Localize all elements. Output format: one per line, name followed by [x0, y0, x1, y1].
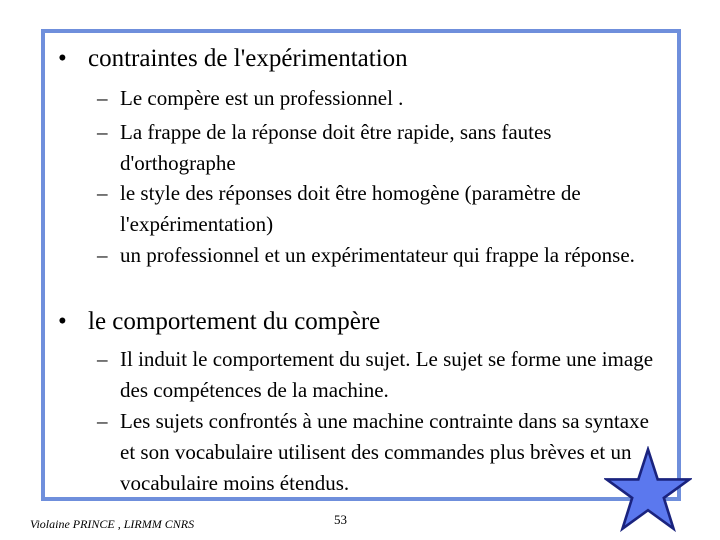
bullet-1-item-3-text: le style des réponses doit être homogène (paramètre de l'expérimentation) — [120, 181, 581, 236]
footer-author: Violaine PRINCE , LIRMM CNRS — [30, 517, 195, 531]
dash-glyph: – — [97, 409, 108, 433]
star-shape — [607, 450, 690, 529]
bullet-2-item-2-text: Les sujets confrontés à une machine contrainte dans sa syntaxe et son vocabulaire utilisent des commandes plus brèves et un vocabulaire moins étendus. — [120, 409, 649, 495]
page-number: 53 — [334, 512, 347, 527]
bullet-1-item-1-text: Le compère est un professionnel . — [120, 86, 404, 110]
dash-glyph: – — [97, 347, 108, 371]
bullet-1-item-2-text: La frappe de la réponse doit être rapide, sans fautes d'orthographe — [120, 120, 552, 175]
bullet-1-text: contraintes de l'expérimentation — [88, 45, 408, 72]
dash-glyph: – — [97, 243, 108, 267]
bullet-1-item-4-text: un professionnel et un expérimentateur qui frappe la réponse. — [120, 243, 635, 267]
bullet-1-glyph: • — [58, 45, 67, 72]
bullet-2-glyph: • — [58, 308, 67, 335]
star-icon — [604, 446, 692, 534]
bullet-2-item-1-text: Il induit le comportement du sujet. Le sujet se forme une image des compétences de la machine. — [120, 347, 654, 402]
dash-glyph: – — [97, 86, 108, 110]
bullet-2-text: le comportement du compère — [88, 308, 381, 335]
dash-glyph: – — [97, 120, 108, 144]
dash-glyph: – — [97, 181, 108, 205]
